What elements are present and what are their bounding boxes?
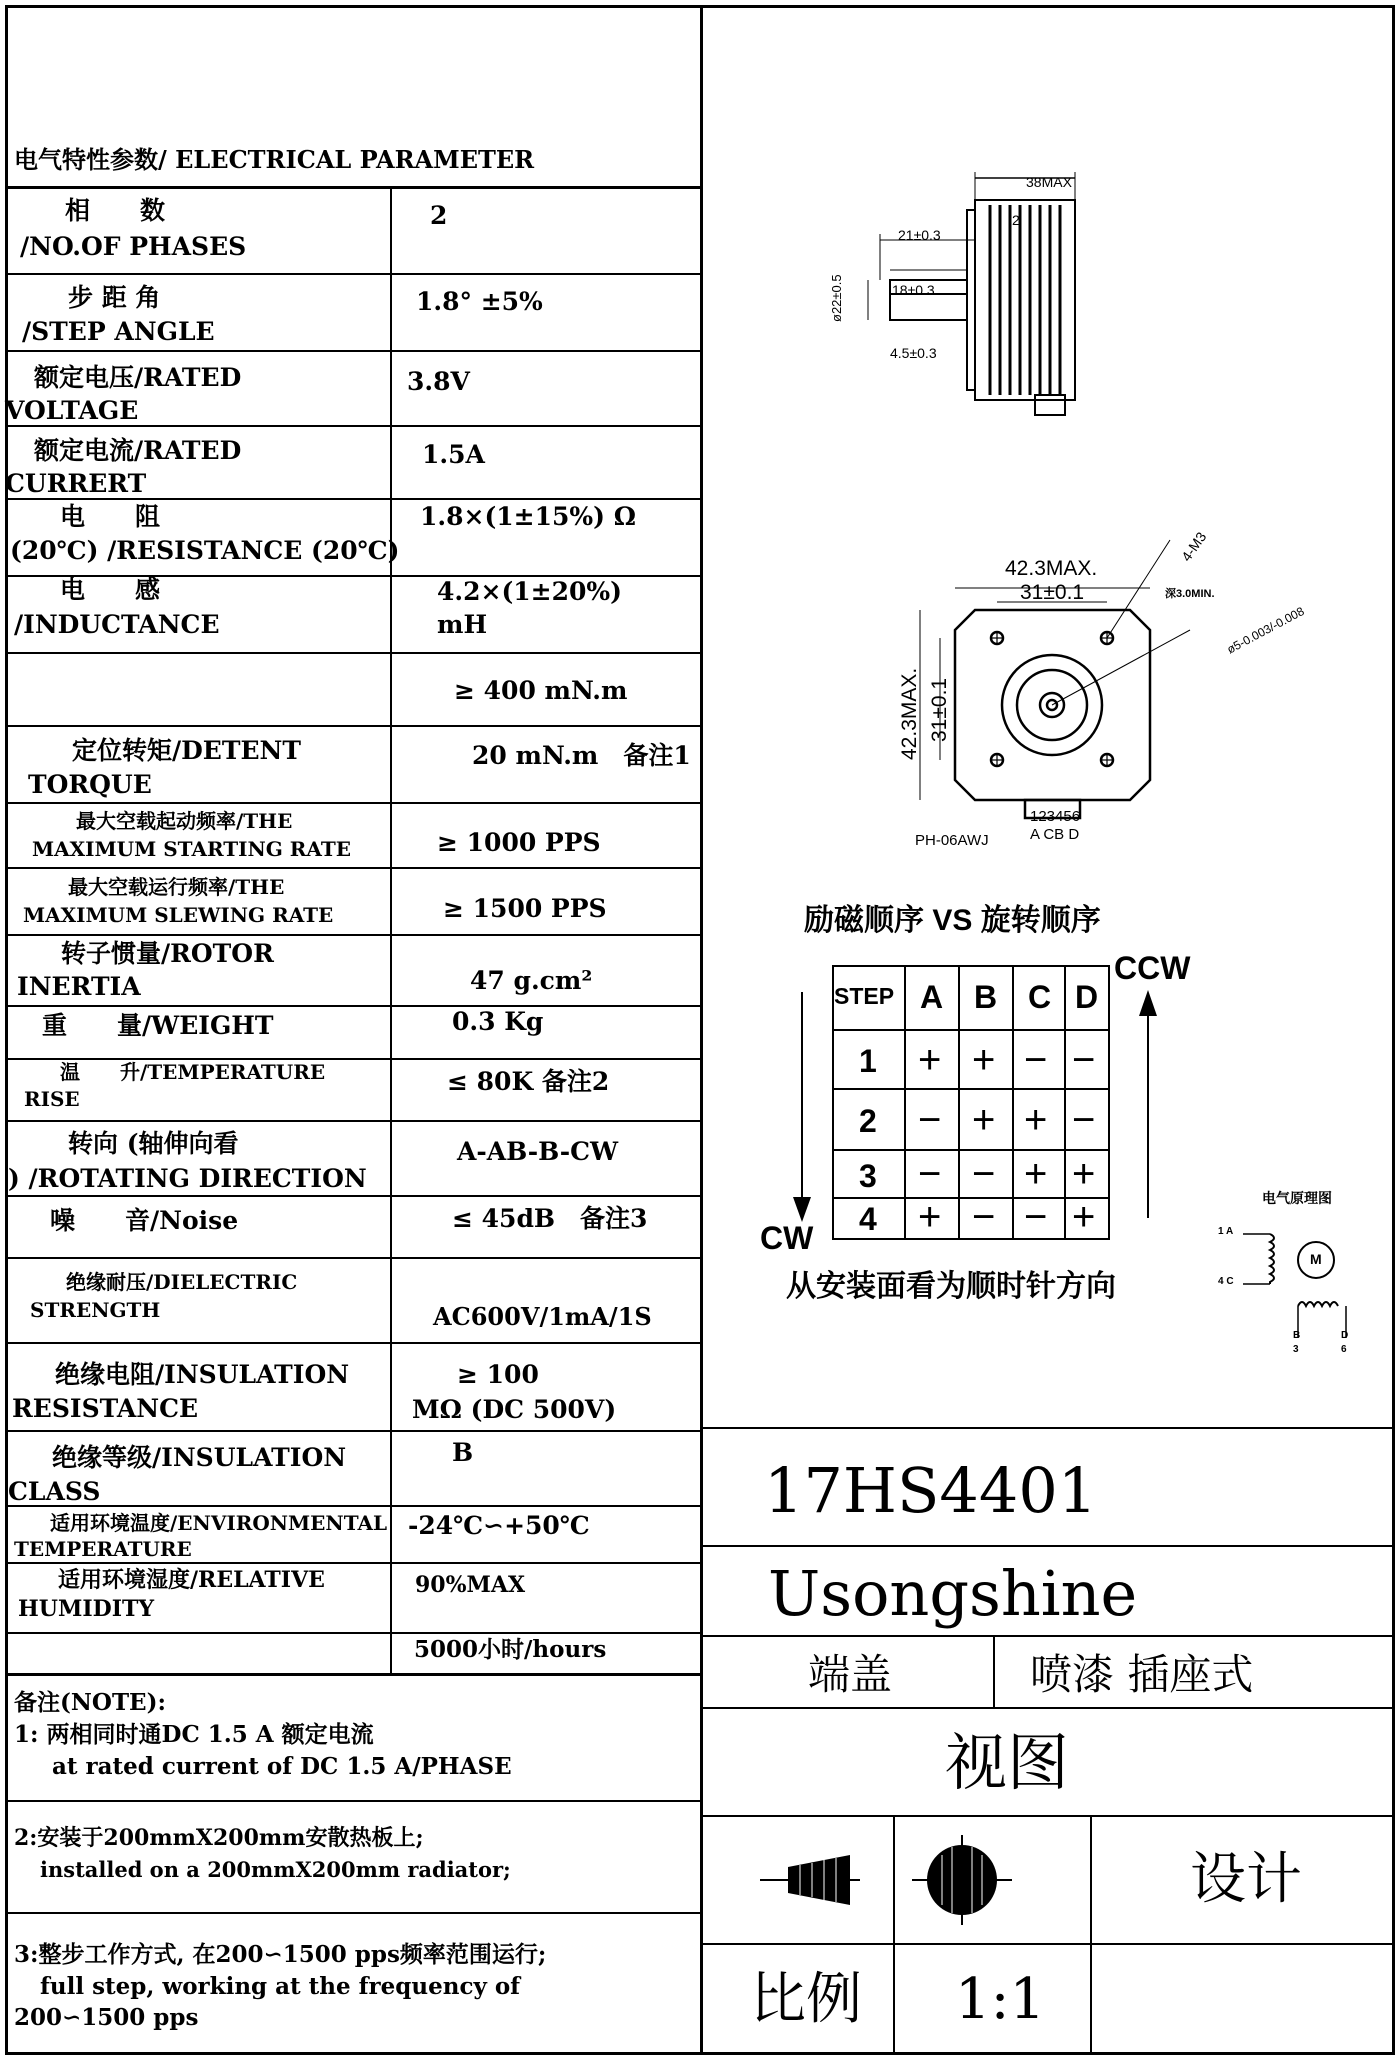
param-value: 5000小时/hours xyxy=(414,1636,607,1663)
seq-sign: + xyxy=(1024,1098,1048,1142)
dim-hole-spacing: 31±0.1 xyxy=(1020,581,1085,604)
schematic-diagram xyxy=(1218,1218,1358,1358)
param-value: 47 g.cm² xyxy=(470,966,593,995)
seq-sign: − xyxy=(918,1098,942,1142)
seq-sign: + xyxy=(972,1098,996,1142)
view-label: 视图 xyxy=(945,1726,1070,1799)
connector-pin-labels: A CB D xyxy=(1030,826,1080,843)
seq-header-b: B xyxy=(974,979,998,1015)
end-cap-label: 端盖 xyxy=(808,1650,893,1699)
param-label: /STEP ANGLE xyxy=(22,317,215,346)
shaft-diameter: ø5-0.003/-0.008 xyxy=(1224,604,1307,657)
dim-2: 2 xyxy=(1012,212,1020,228)
param-label: 最大空载起动频率/THE xyxy=(76,809,293,833)
seq-sign: + xyxy=(972,1038,996,1082)
param-value: ≥ 400 mN.m xyxy=(454,676,628,705)
param-label: MAXIMUM SLEWING RATE xyxy=(23,903,334,927)
param-label: MAXIMUM STARTING RATE xyxy=(32,837,351,861)
sequence-caption: 从安装面看为顺时针方向 xyxy=(786,1270,1116,1303)
sequence-title: 励磁顺序 VS 旋转顺序 xyxy=(804,904,1101,937)
param-label: /NO.OF PHASES xyxy=(20,232,247,261)
param-label: /INDUCTANCE xyxy=(14,610,220,639)
param-label: 温 升/TEMPERATURE xyxy=(60,1060,326,1084)
seq-header-d: D xyxy=(1075,979,1099,1015)
scale-label: 比例 xyxy=(750,1967,862,2032)
param-value: 1.5A xyxy=(422,440,485,469)
param-label: 最大空载运行频率/THE xyxy=(68,875,285,899)
param-label: 步 距 角 xyxy=(68,283,161,312)
param-value: mH xyxy=(437,610,488,639)
schematic-d-label: D xyxy=(1341,1330,1349,1341)
param-label: STRENGTH xyxy=(30,1298,161,1322)
param-label: 额定电压/RATED xyxy=(34,363,242,392)
design-label: 设计 xyxy=(1190,1847,1302,1912)
dim-width: 42.3MAX. xyxy=(1005,557,1098,580)
param-value: 1.8×(1±15%) Ω xyxy=(420,502,636,531)
param-label: 绝缘电阻/INSULATION xyxy=(55,1360,350,1389)
param-label: 适用环境湿度/RELATIVE xyxy=(58,1567,325,1593)
param-label: 绝缘等级/INSULATION xyxy=(52,1443,347,1472)
param-label: INERTIA xyxy=(17,972,141,1001)
projection-cone-icon xyxy=(760,1845,860,1915)
note-3-cn: 3:整步工作方式, 在200∽1500 pps频率范围运行; xyxy=(14,1941,547,1968)
finish-label: 喷漆 插座式 xyxy=(1030,1650,1254,1699)
note-3-range: 200∽1500 pps xyxy=(14,2004,199,2031)
frame-left xyxy=(5,5,8,2055)
param-value: ≤ 45dB 备注3 xyxy=(452,1204,648,1233)
connector-model: PH-06AWJ xyxy=(915,832,989,849)
param-label: TEMPERATURE xyxy=(14,1537,192,1561)
param-value: 0.3 Kg xyxy=(452,1007,544,1036)
motor-side-view xyxy=(840,170,1160,450)
param-value: 4.2×(1±20%) xyxy=(437,577,622,606)
param-label: CURRERT xyxy=(5,469,147,498)
schematic-d-num: 6 xyxy=(1341,1344,1347,1355)
frame-right xyxy=(1392,5,1395,2055)
param-label: 噪 音/Noise xyxy=(50,1206,239,1235)
note-1-cn: 1: 两相同时通DC 1.5 A 额定电流 xyxy=(14,1721,374,1748)
seq-sign: + xyxy=(918,1195,942,1239)
note-3-en: full step, working at the frequency of xyxy=(40,1973,521,2000)
ccw-label: CCW xyxy=(1114,950,1191,986)
seq-sign: − xyxy=(918,1152,942,1196)
brand-name: Usongshine xyxy=(768,1557,1138,1630)
param-value: 1.8° ±5% xyxy=(416,287,543,316)
cw-arrow-icon xyxy=(790,992,814,1224)
param-value: ≥ 1500 PPS xyxy=(443,894,607,923)
param-label: 电 阻 xyxy=(60,502,161,531)
param-label: 转子惯量/ROTOR xyxy=(61,939,274,968)
schematic-b-num: 3 xyxy=(1293,1344,1299,1355)
dim-hole-spacing-v: 31±0.1 xyxy=(928,677,951,742)
seq-sign: + xyxy=(918,1038,942,1082)
param-value: MΩ (DC 500V) xyxy=(412,1395,617,1424)
param-value: A-AB-B-CW xyxy=(457,1137,619,1166)
param-label: RISE xyxy=(24,1087,80,1111)
param-column-divider xyxy=(390,187,392,1675)
ccw-arrow-icon xyxy=(1136,990,1160,1220)
schematic-b-label: B xyxy=(1293,1330,1301,1341)
cw-label: CW xyxy=(760,1220,814,1256)
seq-sign: − xyxy=(1072,1038,1096,1082)
param-label: RESISTANCE xyxy=(12,1394,199,1423)
schematic-a-label: 1 A xyxy=(1218,1226,1234,1237)
seq-sign: − xyxy=(1072,1098,1096,1142)
dim-dia-22: ø22±0.5 xyxy=(829,274,844,322)
notes-title: 备注(NOTE): xyxy=(14,1689,166,1716)
param-label: (20℃) /RESISTANCE (20℃) xyxy=(10,536,400,565)
section-title: 电气特性参数/ ELECTRICAL PARAMETER xyxy=(14,145,535,174)
param-label: ) /ROTATING DIRECTION xyxy=(8,1164,367,1193)
dim-4-5: 4.5±0.3 xyxy=(890,345,937,361)
seq-sign: + xyxy=(1072,1195,1096,1239)
param-label: 额定电流/RATED xyxy=(34,436,242,465)
projection-circle-icon xyxy=(912,1835,1012,1925)
seq-header-c: C xyxy=(1028,979,1052,1015)
seq-step-3: 3 xyxy=(859,1158,877,1194)
param-label: 重 量/WEIGHT xyxy=(42,1011,274,1040)
param-label: TORQUE xyxy=(28,770,152,799)
screw-depth: 深3.0MIN. xyxy=(1165,588,1215,600)
schematic-motor-label: M xyxy=(1310,1251,1322,1267)
connector-pins: 123456 xyxy=(1030,808,1081,825)
param-label: 定位转矩/DETENT xyxy=(72,736,301,765)
column-divider xyxy=(700,5,703,2055)
seq-sign: + xyxy=(1072,1152,1096,1196)
param-label: VOLTAGE xyxy=(5,396,139,425)
seq-header-a: A xyxy=(920,979,944,1015)
schematic-c-label: 4 C xyxy=(1218,1276,1234,1287)
param-value: 90%MAX xyxy=(415,1572,526,1598)
param-value: -24℃∽+50℃ xyxy=(408,1511,590,1540)
sequence-table xyxy=(832,965,1110,1240)
param-label: 转向 (轴伸向看 xyxy=(68,1129,239,1158)
dim-18: 18±0.3 xyxy=(892,282,935,298)
dim-height: 42.3MAX. xyxy=(898,667,921,760)
param-label: 适用环境温度/ENVIRONMENTAL xyxy=(50,1511,388,1535)
seq-sign: − xyxy=(972,1195,996,1239)
seq-step-1: 1 xyxy=(859,1043,877,1079)
param-value: 2 xyxy=(430,201,448,230)
model-number: 17HS4401 xyxy=(764,1454,1098,1527)
seq-sign: − xyxy=(1024,1195,1048,1239)
param-value: 3.8V xyxy=(407,367,470,396)
seq-sign: − xyxy=(972,1152,996,1196)
param-value: ≥ 100 xyxy=(457,1360,539,1389)
note-1-en: at rated current of DC 1.5 A/PHASE xyxy=(52,1753,512,1780)
scale-value: 1:1 xyxy=(955,1967,1046,2032)
param-label: HUMIDITY xyxy=(18,1596,155,1622)
note-2-en: installed on a 200mmX200mm radiator; xyxy=(40,1857,511,1882)
param-label: 电 感 xyxy=(60,575,161,604)
dim-38max: 38MAX xyxy=(1026,174,1072,190)
seq-sign: + xyxy=(1024,1152,1048,1196)
param-value: B xyxy=(452,1438,474,1467)
dim-21: 21±0.3 xyxy=(898,227,941,243)
param-value: AC600V/1mA/1S xyxy=(433,1302,652,1331)
screw-spec: 4-M3 xyxy=(1178,528,1210,565)
seq-sign: − xyxy=(1024,1038,1048,1082)
seq-step-4: 4 xyxy=(859,1201,877,1237)
note-2-cn: 2:安装于200mmX200mm安散热板上; xyxy=(14,1825,424,1851)
seq-header-step: STEP xyxy=(834,983,895,1009)
param-value: ≤ 80K 备注2 xyxy=(447,1067,610,1096)
param-label: 相 数 xyxy=(65,196,166,225)
param-label: 绝缘耐压/DIELECTRIC xyxy=(66,1270,298,1294)
param-value: 20 mN.m 备注1 xyxy=(472,741,691,770)
schematic-title: 电气原理图 xyxy=(1262,1190,1332,1206)
param-value: ≥ 1000 PPS xyxy=(437,828,601,857)
seq-step-2: 2 xyxy=(859,1103,877,1139)
param-label: CLASS xyxy=(8,1477,101,1506)
